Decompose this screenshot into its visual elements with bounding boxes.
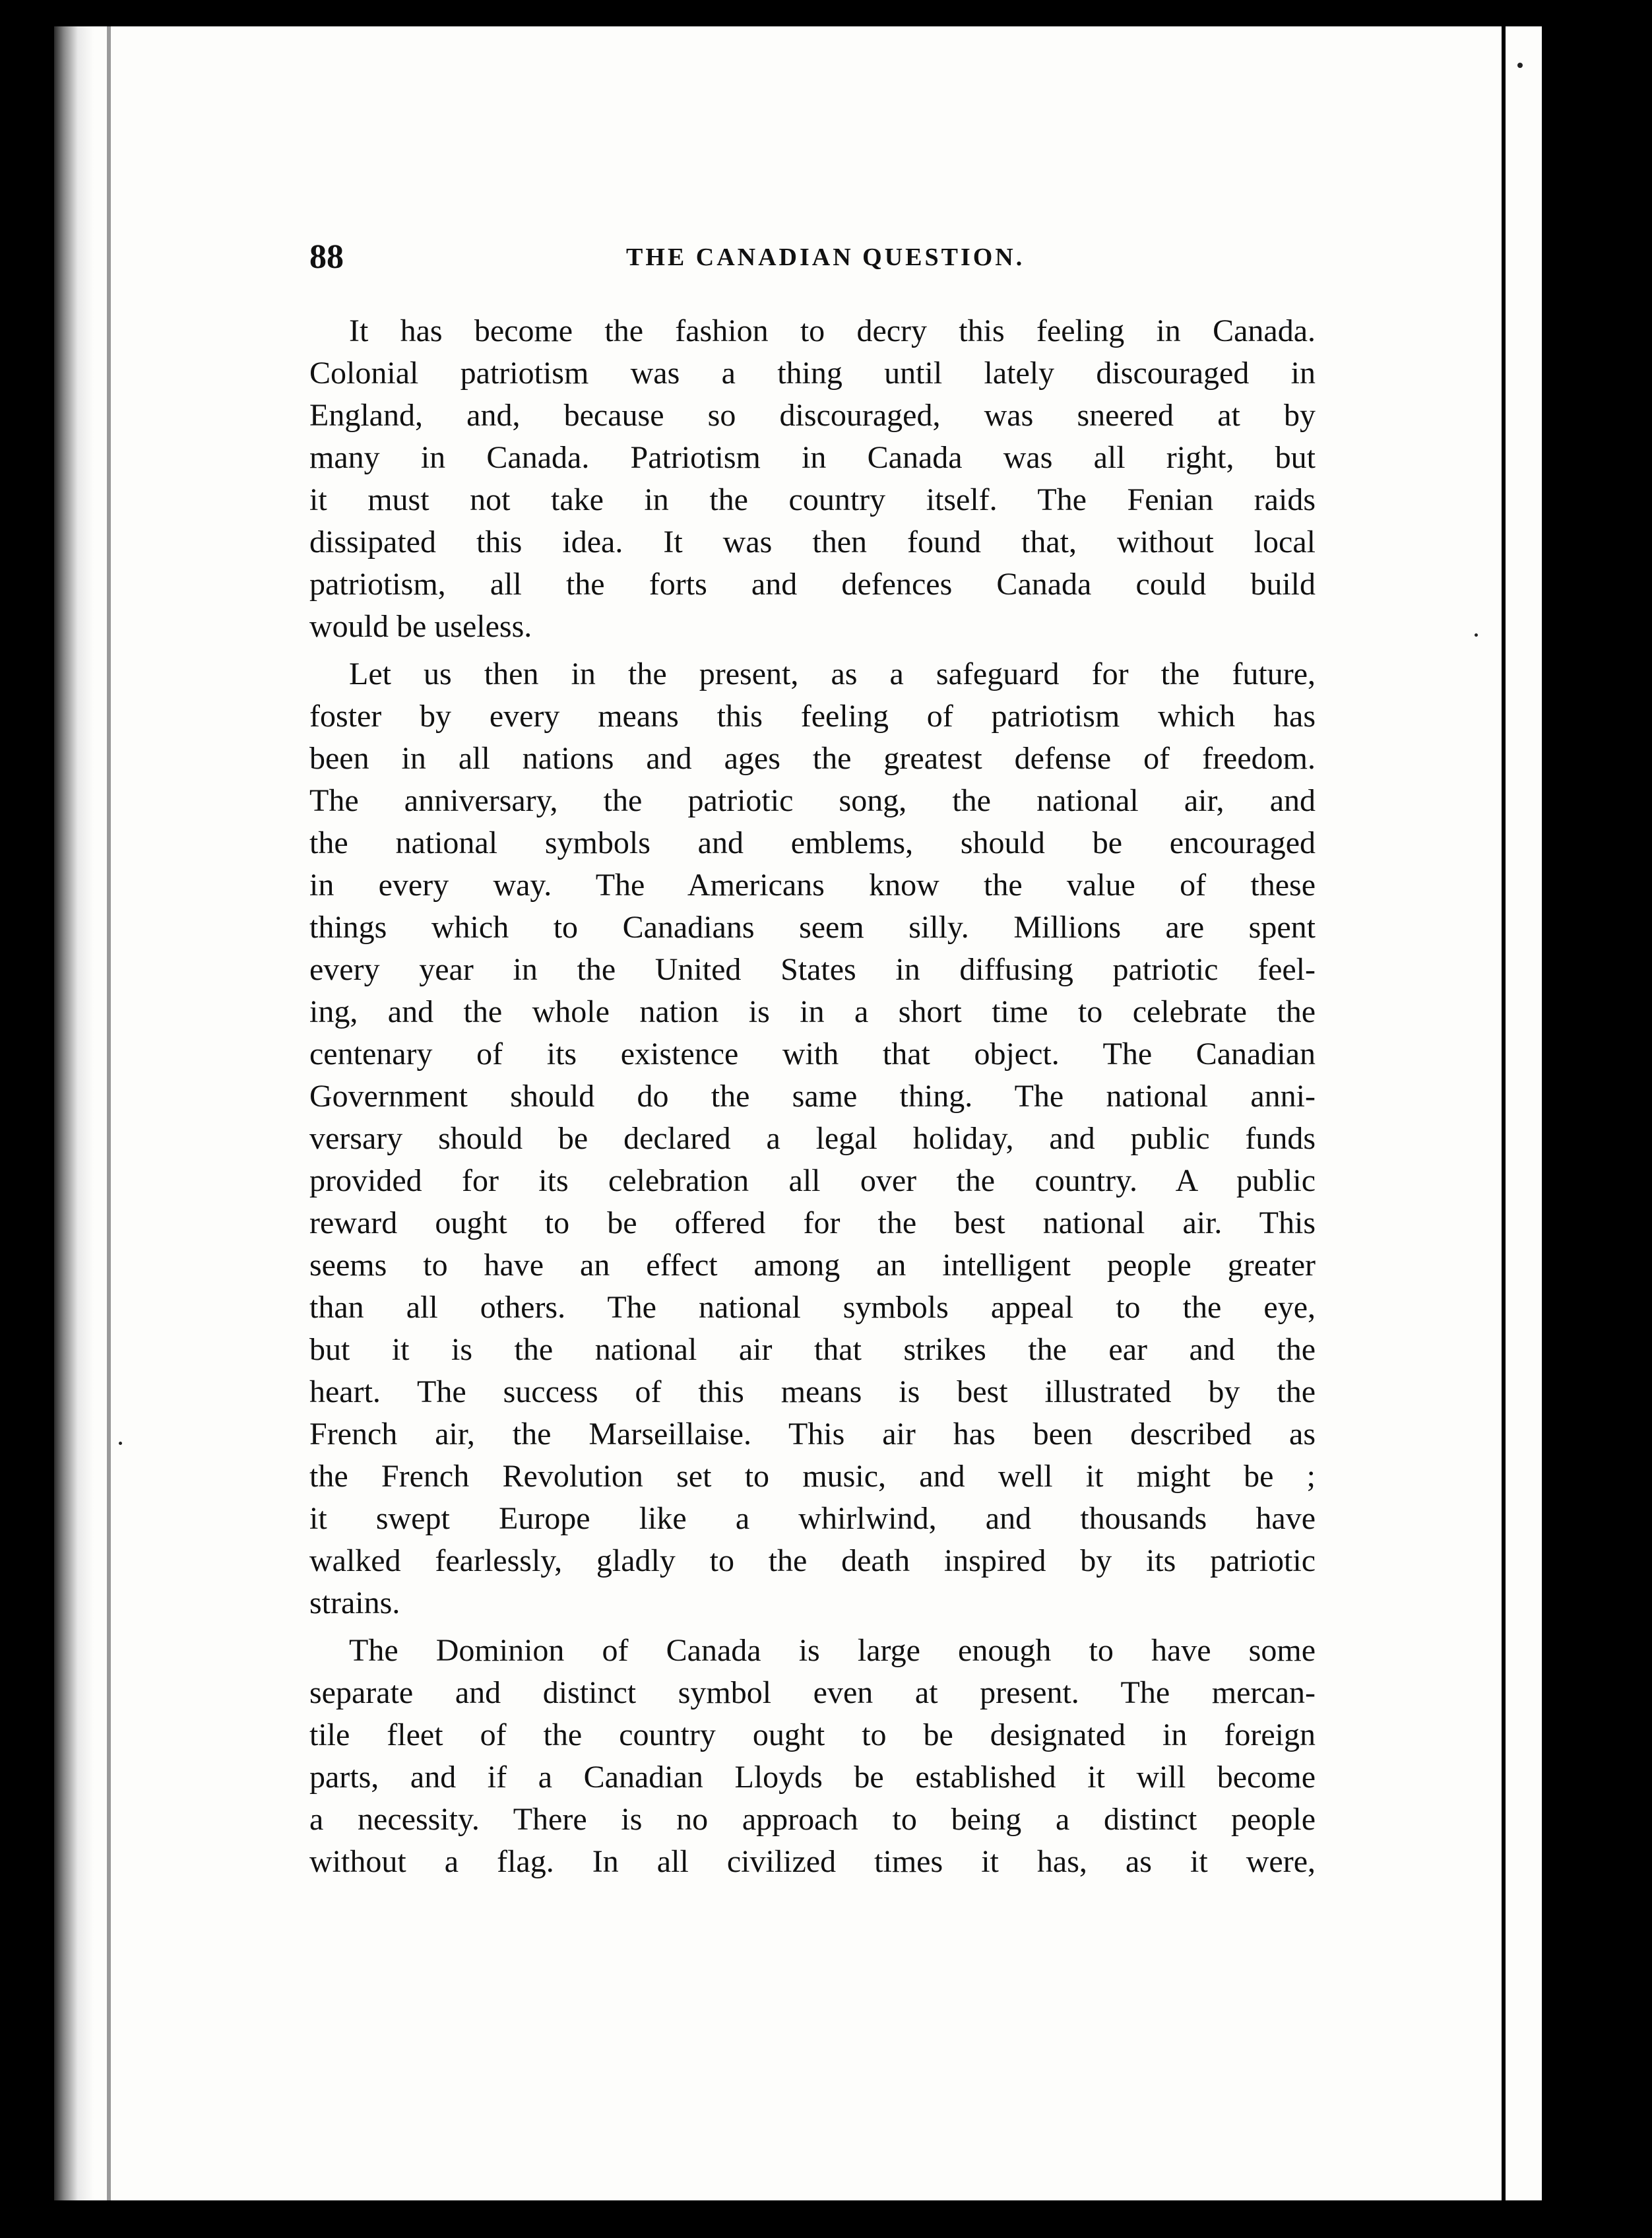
- text-line: every year in the United States in diffusing patriotic feel-: [309, 952, 1316, 987]
- text-line: strains.: [309, 1585, 400, 1620]
- text-line: but it is the national air that strikes the ear and the: [309, 1332, 1316, 1367]
- scan-speck: [119, 1442, 122, 1445]
- running-head: THE CANADIAN QUESTION.: [626, 243, 1025, 271]
- scan-speck: [1475, 633, 1478, 637]
- paragraph: [309, 310, 1316, 648]
- text-line: reward ought to be offered for the best national air. This: [309, 1205, 1316, 1240]
- text-line: a necessity. There is no approach to being a distinct people: [309, 1802, 1316, 1837]
- text-line: foster by every means this feeling of patriotism which has: [309, 699, 1316, 734]
- text-line: been in all nations and ages the greatest defense of freedom.: [309, 741, 1316, 776]
- page-number: 88: [309, 238, 344, 276]
- text-line: dissipated this idea. It was then found that, without local: [309, 525, 1316, 560]
- text-line: the French Revolution set to music, and well it might be ;: [309, 1459, 1316, 1494]
- text-line: than all others. The national symbols appeal to the eye,: [309, 1290, 1316, 1325]
- text-line: it must not take in the country itself. The Fenian raids: [309, 482, 1316, 517]
- text-line: The anniversary, the patriotic song, the national air, and: [309, 783, 1316, 818]
- text-line: Colonial patriotism was a thing until lately discouraged in: [309, 356, 1316, 391]
- text-line: versary should be declared a legal holiday, and public funds: [309, 1121, 1316, 1156]
- text-line: the national symbols and emblems, should be encouraged: [309, 825, 1316, 860]
- text-line: It has become the fashion to decry this feeling in Canada.: [349, 313, 1316, 348]
- text-line: tile fleet of the country ought to be designated in foreign: [309, 1717, 1316, 1752]
- text-line: centenary of its existence with that object. The Canadian: [309, 1037, 1316, 1071]
- text-line: things which to Canadians seem silly. Millions are spent: [309, 910, 1316, 945]
- facing-page-edge: [1502, 26, 1542, 2200]
- text-line: parts, and if a Canadian Lloyds be established it will become: [309, 1760, 1316, 1795]
- text-line: would be useless.: [309, 609, 532, 644]
- gutter-line: [107, 26, 111, 2200]
- text-line: England, and, because so discouraged, was sneered at by: [309, 398, 1316, 433]
- paragraph: [309, 653, 1316, 1624]
- text-line: walked fearlessly, gladly to the death inspired by its patriotic: [309, 1543, 1316, 1578]
- text-line: French air, the Marseillaise. This air has been described as: [309, 1417, 1316, 1452]
- text-line: without a flag. In all civilized times it has, as it were,: [309, 1844, 1316, 1879]
- text-line: many in Canada. Patriotism in Canada was all right, but: [309, 440, 1316, 475]
- body-text: [309, 310, 1316, 1888]
- text-line: it swept Europe like a whirlwind, and thousands have: [309, 1501, 1316, 1536]
- text-line: Government should do the same thing. The national anni-: [309, 1079, 1316, 1114]
- paragraph: [309, 1630, 1316, 1883]
- text-line: patriotism, all the forts and defences Canada could build: [309, 567, 1316, 602]
- page-spine-shadow: [54, 26, 94, 2200]
- text-line: ing, and the whole nation is in a short time to celebrate the: [309, 994, 1316, 1029]
- text-line: provided for its celebration all over the country. A public: [309, 1163, 1316, 1198]
- text-line: seems to have an effect among an intelligent people greater: [309, 1248, 1316, 1283]
- page-header: [309, 238, 1316, 284]
- text-line: The Dominion of Canada is large enough to have some: [349, 1633, 1316, 1668]
- text-line: Let us then in the present, as a safeguard for the future,: [349, 656, 1316, 691]
- scan-speck: [1517, 63, 1523, 68]
- text-line: separate and distinct symbol even at present. The mercan-: [309, 1675, 1316, 1710]
- text-line: in every way. The Americans know the value of these: [309, 868, 1316, 903]
- text-line: heart. The success of this means is best illustrated by the: [309, 1374, 1316, 1409]
